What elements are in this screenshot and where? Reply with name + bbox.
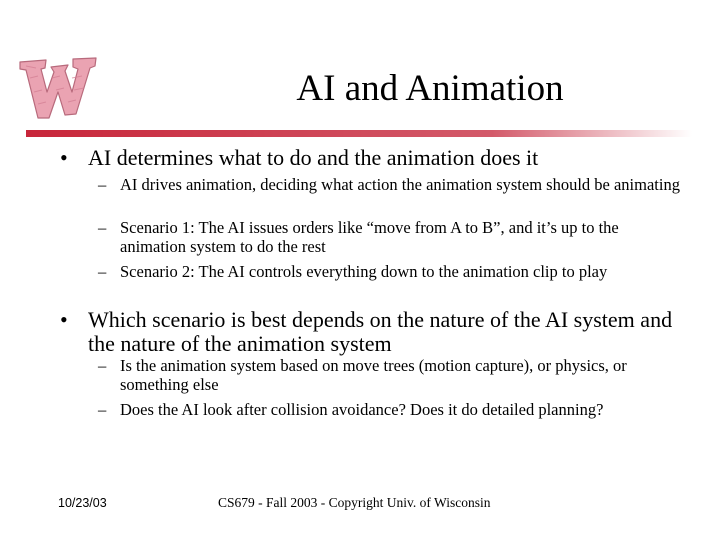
footer-date: 10/23/03 [58,496,107,510]
subbullet-2-2 [98,401,688,420]
subbullet-1-1 [98,176,688,195]
subbullet-text: Scenario 1: The AI issues orders like “move from A to B”, and it’s up to the animation system to do the rest [120,218,619,256]
bullet-1 [60,146,700,170]
subbullet-text: Is the animation system based on move trees (motion capture), or physics, or something else [120,356,627,394]
subbullet-2-1 [98,357,688,394]
bullet-text: AI determines what to do and the animation does it [88,145,539,170]
subbullet-text: AI drives animation, deciding what action the animation system should be animating [120,175,680,194]
subbullet-marker: – [98,400,107,419]
bullet-marker: • [60,145,68,170]
bullet-2 [60,308,700,356]
subbullet-1-3 [98,263,688,282]
subbullet-text: Does the AI look after collision avoidance? Does it do detailed planning? [120,400,604,419]
subbullet-text: Scenario 2: The AI controls everything down to the animation clip to play [120,262,608,281]
wisconsin-w-logo-icon [16,48,98,124]
subbullet-marker: – [98,175,107,194]
footer-credit: CS679 - Fall 2003 - Copyright Univ. of Wisconsin [218,495,491,510]
slide-title: AI and Animation [296,68,564,109]
title-underline [26,130,692,137]
subbullet-1-2 [98,219,688,256]
bullet-text: Which scenario is best depends on the nature of the AI system and the nature of the animation system [88,307,673,356]
bullet-marker: • [60,307,68,332]
subbullet-marker: – [98,262,107,281]
subbullet-marker: – [98,218,107,237]
subbullet-marker: – [98,356,107,375]
